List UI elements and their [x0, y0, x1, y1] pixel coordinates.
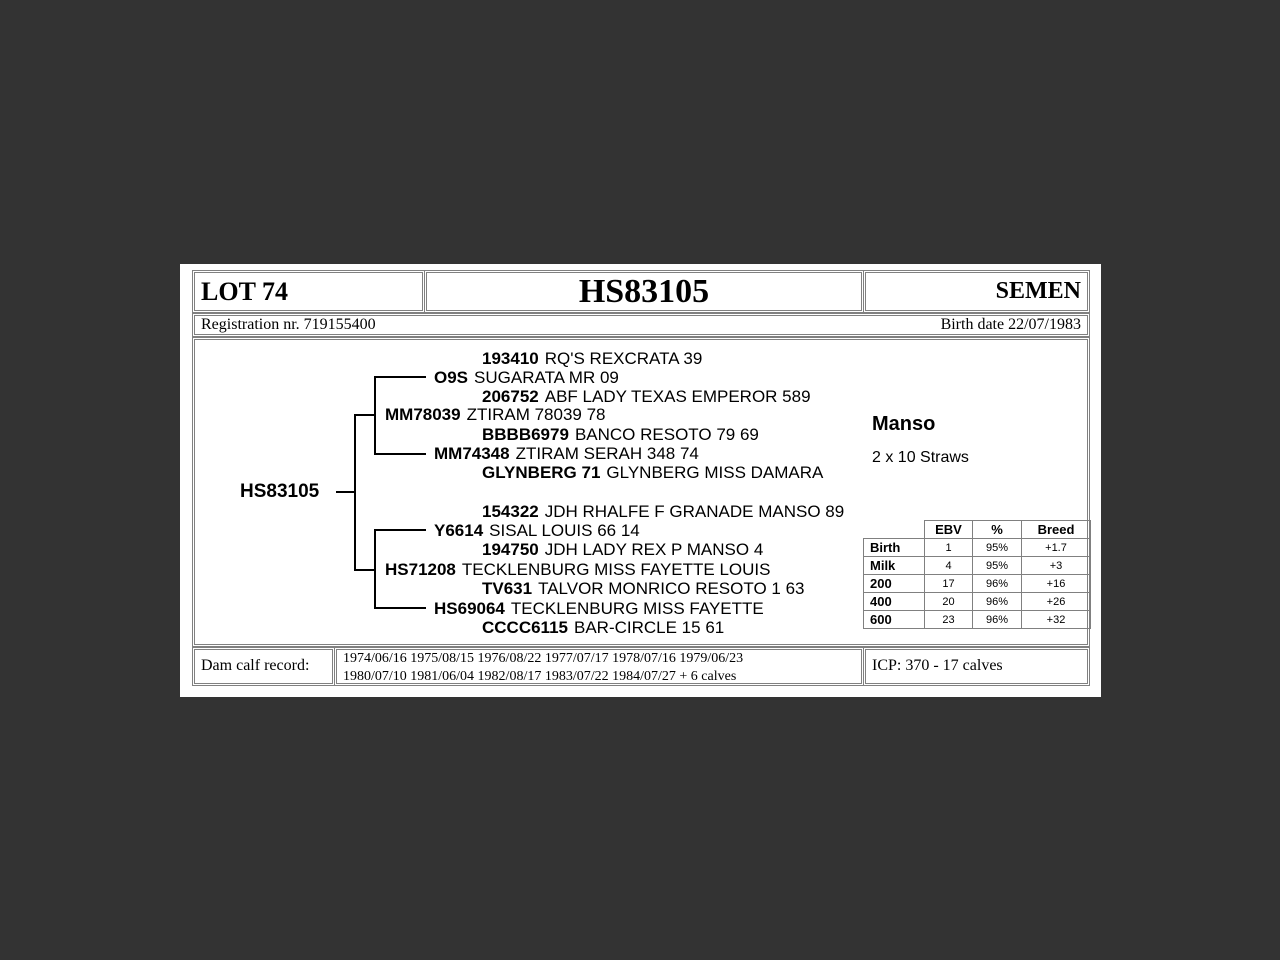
dam-calf-dates-line: 1980/07/10 1981/06/04 1982/08/17 1983/07/22 1984/07/27 + 6 calves — [343, 669, 737, 684]
ebv-value: 20 — [925, 593, 973, 611]
pedigree-name: TALVOR MONRICO RESOTO 1 63 — [538, 579, 805, 598]
accuracy-value: 95% — [973, 557, 1022, 575]
pedigree-connector — [374, 376, 426, 378]
pedigree-connector — [374, 529, 426, 531]
pedigree-connector — [336, 491, 355, 493]
row-label: 200 — [864, 575, 925, 593]
accuracy-value: 96% — [973, 575, 1022, 593]
pedigree-connector — [374, 529, 376, 608]
pedigree-name: SUGARATA MR 09 — [474, 368, 619, 387]
ebv-value: 17 — [925, 575, 973, 593]
type-cell — [863, 270, 1090, 313]
dam-calf-record-cell — [334, 647, 864, 686]
pedigree-name: ZTIRAM SERAH 348 74 — [515, 444, 699, 463]
pedigree-dam — [385, 560, 770, 579]
pedigree-connector — [374, 453, 426, 455]
pedigree-id: 154322 — [482, 502, 539, 521]
pedigree-id: GLYNBERG 71 — [482, 463, 601, 482]
pedigree-id: MM78039 — [385, 405, 461, 424]
table-header-row — [864, 521, 1091, 539]
lot-cell — [192, 270, 425, 313]
breed-value: +32 — [1022, 611, 1091, 629]
table-row — [864, 611, 1091, 629]
dam-calf-label: Dam calf record: — [201, 657, 310, 674]
pedigree-sire-dam — [434, 444, 699, 463]
pedigree-name: TECKLENBURG MISS FAYETTE — [510, 599, 764, 618]
dam-calf-dates-line: 1974/06/16 1975/08/15 1976/08/22 1977/07/17 1978/07/16 1979/06/23 — [343, 651, 744, 666]
pedigree-id: HS71208 — [385, 560, 456, 579]
pedigree-sire-sire — [434, 368, 619, 387]
pedigree-id: O9S — [434, 368, 469, 387]
registration-row — [192, 313, 1090, 337]
breed-value: +3 — [1022, 557, 1091, 575]
product-type: SEMEN — [995, 278, 1081, 304]
row-label: 400 — [864, 593, 925, 611]
pedigree-connector — [354, 414, 356, 571]
lot-number: LOT 74 — [201, 277, 288, 306]
lot-card — [180, 264, 1101, 697]
pedigree-name: JDH RHALFE F GRANADE MANSO 89 — [544, 502, 845, 521]
pedigree-dam-sire — [434, 521, 640, 540]
pedigree-name: ABF LADY TEXAS EMPEROR 589 — [544, 387, 811, 406]
straws-count: 2 x 10 Straws — [872, 449, 969, 466]
pedigree-connector — [374, 376, 376, 454]
pedigree-sire-dam-sire — [482, 425, 759, 444]
table-corner — [864, 521, 925, 539]
table-row — [864, 557, 1091, 575]
table-row — [864, 575, 1091, 593]
pedigree-id: CCCC6115 — [482, 618, 568, 635]
pedigree-name: BAR-CIRCLE 15 61 — [574, 618, 725, 635]
pedigree-sire-dam-dam — [482, 463, 823, 482]
pedigree-name: BANCO RESOTO 79 69 — [574, 425, 759, 444]
dam-calf-record — [343, 650, 743, 686]
pedigree-id: 193410 — [482, 349, 539, 368]
row-label: Milk — [864, 557, 925, 575]
row-label: Birth — [864, 539, 925, 557]
pedigree-dam-dam — [434, 599, 764, 618]
birth-date: Birth date 22/07/1983 — [940, 316, 1081, 333]
pedigree-connector — [354, 414, 376, 416]
pedigree-dam-sire-dam — [482, 540, 763, 559]
dam-calf-label-cell — [192, 647, 335, 686]
table-row — [864, 593, 1091, 611]
ebv-value: 1 — [925, 539, 973, 557]
ebv-table — [863, 520, 1091, 629]
pedigree-id: 206752 — [482, 387, 539, 406]
accuracy-value: 96% — [973, 593, 1022, 611]
pedigree-dam-dam-sire — [482, 579, 804, 598]
pedigree-name: TECKLENBURG MISS FAYETTE LOUIS — [461, 560, 771, 579]
pedigree-name: ZTIRAM 78039 78 — [466, 405, 606, 424]
pedigree-id: MM74348 — [434, 444, 510, 463]
pedigree-id: TV631 — [482, 579, 533, 598]
row-label: 600 — [864, 611, 925, 629]
pedigree-name: SISAL LOUIS 66 14 — [489, 521, 640, 540]
icp-cell — [863, 647, 1090, 686]
breed-value: +16 — [1022, 575, 1091, 593]
ebv-value: 4 — [925, 557, 973, 575]
pedigree-subject: HS83105 — [240, 481, 320, 502]
animal-id-cell — [424, 270, 864, 313]
pedigree-sire — [385, 405, 606, 424]
accuracy-value: 96% — [973, 611, 1022, 629]
breed-value: +1.7 — [1022, 539, 1091, 557]
pedigree-id: 194750 — [482, 540, 539, 559]
pedigree-id: BBBB6979 — [482, 425, 569, 444]
pedigree-name: GLYNBERG MISS DAMARA — [606, 463, 824, 482]
pedigree-name: JDH LADY REX P MANSO 4 — [544, 540, 764, 559]
animal-id-title: HS83105 — [578, 273, 710, 310]
pedigree-sire-sire-sire — [482, 349, 702, 368]
pedigree-connector — [374, 607, 426, 609]
table-header: Breed — [1022, 521, 1091, 539]
pedigree-sire-sire-dam — [482, 387, 811, 406]
pedigree-connector — [354, 569, 376, 571]
ebv-value: 23 — [925, 611, 973, 629]
breed-value: +26 — [1022, 593, 1091, 611]
pedigree-id: Y6614 — [434, 521, 484, 540]
pedigree-dam-sire-sire — [482, 502, 844, 521]
pedigree-dam-dam-dam — [482, 618, 724, 635]
bull-name: Manso — [872, 413, 936, 435]
accuracy-value: 95% — [973, 539, 1022, 557]
pedigree-name: RQ'S REXCRATA 39 — [544, 349, 703, 368]
icp-value: ICP: 370 - 17 calves — [872, 657, 1003, 674]
table-header: % — [973, 521, 1022, 539]
pedigree-id: HS69064 — [434, 599, 505, 618]
registration-number: Registration nr. 719155400 — [201, 316, 376, 333]
table-row — [864, 539, 1091, 557]
table-header: EBV — [925, 521, 973, 539]
